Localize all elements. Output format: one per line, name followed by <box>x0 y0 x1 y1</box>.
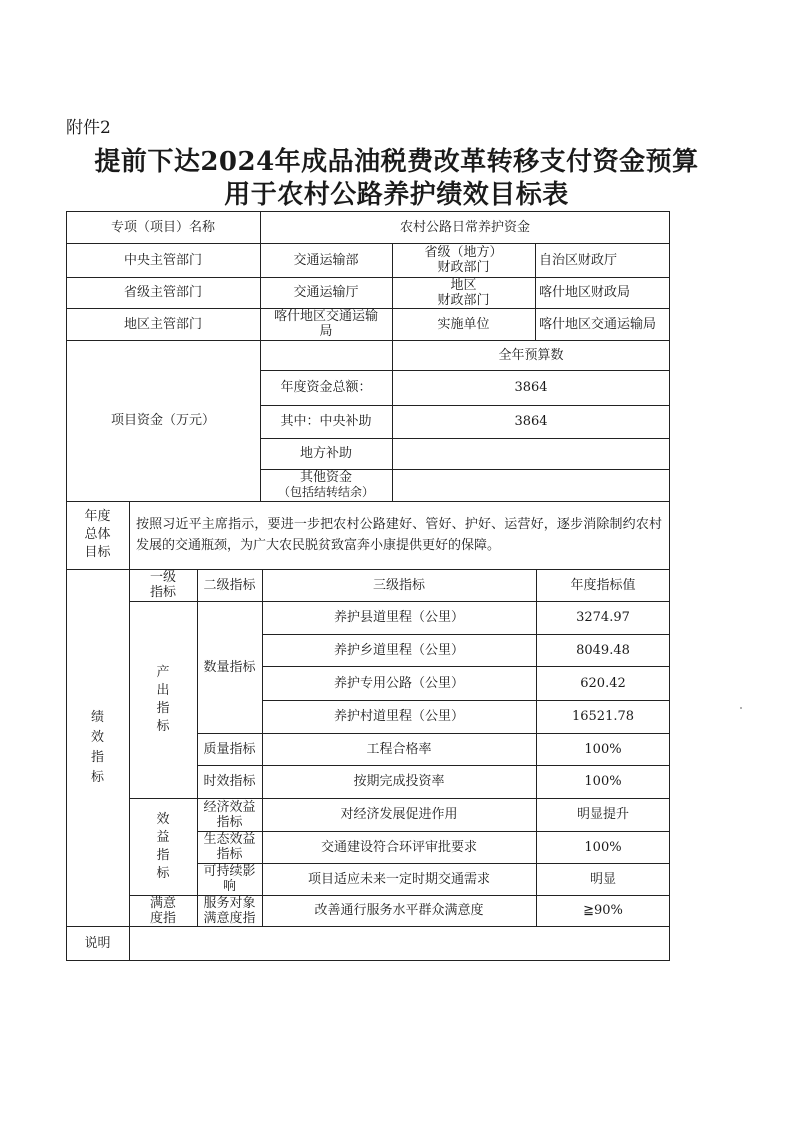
funds-other-value <box>392 469 670 501</box>
indicator-name-7: 对经济发展促进作用 <box>340 807 458 822</box>
scan-speck <box>740 707 742 709</box>
benefit-indicator-label <box>129 798 197 895</box>
quantity-indicator-label: 数量指标 <box>203 659 256 675</box>
prov-dept-label: 省级主管部门 <box>123 285 202 300</box>
indicator-value-9: 明显 <box>589 871 616 887</box>
attachment-label: 附件2 <box>66 118 111 138</box>
sustainable-impact-label <box>197 863 262 895</box>
project-funds-label: 项目资金（万元） <box>110 413 215 428</box>
indicator-name-3: 养护专用公路（公里） <box>333 675 464 691</box>
economic-benefit-line2: 指标 <box>216 814 243 830</box>
indicator-name-8: 交通建设符合环评审批要求 <box>320 839 477 855</box>
region-finance-value: 喀什地区财政局 <box>539 285 631 300</box>
funds-total-label: 年度资金总额： <box>280 380 372 395</box>
prov-dept-value: 交通运输厅 <box>293 285 359 300</box>
prov-finance-value: 自治区财政厅 <box>539 252 618 268</box>
sustainable-impact-line1: 可持续影 <box>203 864 256 879</box>
indicator-value-6: 100% <box>584 774 622 789</box>
ecological-benefit-line1: 生态效益 <box>203 832 256 847</box>
central-dept-value: 交通运输部 <box>293 252 359 268</box>
benefit-char3: 指 <box>156 847 170 863</box>
satisfaction-level2-label <box>197 895 262 926</box>
performance-table <box>66 211 670 961</box>
level1-header <box>129 569 197 601</box>
satisfaction-level1-line1: 满意 <box>149 895 176 911</box>
output-char1: 产 <box>156 664 170 680</box>
prov-finance-label-line2: 财政部门 <box>437 260 490 275</box>
indicator-value-10: ≧90% <box>583 903 623 918</box>
annual-goal-label-line1: 年度 <box>84 509 111 524</box>
level2-header: 二级指标 <box>203 577 256 593</box>
indicator-value-7: 明显提升 <box>576 807 629 822</box>
funds-other-label-line1: 其他资金 <box>299 470 352 485</box>
ecological-benefit-label <box>197 831 262 863</box>
region-dept-value-line2: 局 <box>319 324 333 339</box>
indicator-name-10: 改善通行服务水平群众满意度 <box>314 903 484 918</box>
impl-unit-value: 喀什地区交通运输局 <box>539 316 657 332</box>
ecological-benefit-line2: 指标 <box>216 847 243 862</box>
indicator-name-4: 养护村道里程（公里） <box>333 709 464 724</box>
quality-indicator-label: 质量指标 <box>203 741 256 757</box>
indicator-value-3: 620.42 <box>580 675 626 691</box>
indicator-value-2: 8049.48 <box>576 642 630 658</box>
budget-header: 全年预算数 <box>498 347 564 363</box>
indicator-value-1: 3274.97 <box>576 610 630 625</box>
benefit-char4: 标 <box>156 865 170 881</box>
funds-other-label-line2: （包括结转结余） <box>277 485 374 499</box>
region-finance-label <box>392 277 535 308</box>
target-value-header: 年度指标值 <box>570 577 636 593</box>
output-indicator-label <box>129 601 197 798</box>
funds-local-label: 地方补助 <box>299 446 352 461</box>
project-name-label: 专项（项目）名称 <box>110 219 215 235</box>
indicator-name-6: 按期完成投资率 <box>353 774 445 789</box>
page-title: 提前下达2024年成品油税费改革转移支付资金预算 <box>94 147 699 177</box>
central-dept-label: 中央主管部门 <box>123 252 202 268</box>
performance-indicator-char4: 标 <box>90 769 104 785</box>
timeliness-indicator-label: 时效指标 <box>203 774 256 789</box>
region-finance-label-line1: 地区 <box>450 277 477 293</box>
region-dept-value <box>260 308 392 340</box>
satisfaction-level2-line2: 满意度指 <box>203 910 256 926</box>
funds-central-value: 3864 <box>514 414 548 429</box>
annual-goal-label-line2: 总体 <box>84 527 111 542</box>
output-char4: 标 <box>156 718 170 734</box>
performance-indicator-label <box>66 569 129 926</box>
output-char2: 出 <box>156 682 170 698</box>
economic-benefit-label <box>197 798 262 831</box>
funds-total-value: 3864 <box>514 380 548 395</box>
performance-indicator-char3: 指 <box>90 749 104 765</box>
indicator-value-5: 100% <box>584 741 622 757</box>
impl-unit-label: 实施单位 <box>437 316 490 332</box>
indicator-value-8: 100% <box>584 839 622 855</box>
level1-header-line2: 指标 <box>149 585 176 600</box>
satisfaction-level1-line2: 度指 <box>149 910 176 926</box>
indicator-name-9: 项目适应未来一定时期交通需求 <box>307 871 490 887</box>
indicator-value-4: 16521.78 <box>571 709 635 724</box>
indicator-name-1: 养护县道里程（公里） <box>333 610 464 625</box>
performance-indicator-char2: 效 <box>90 729 104 745</box>
funds-other-label <box>260 469 392 501</box>
annual-goal-label <box>66 501 129 569</box>
satisfaction-level1-label <box>129 895 197 926</box>
region-dept-label: 地区主管部门 <box>123 316 202 332</box>
level3-header: 三级指标 <box>372 577 425 593</box>
prov-finance-label <box>392 243 535 277</box>
performance-indicator-char1: 绩 <box>90 709 104 725</box>
output-char3: 指 <box>156 700 170 716</box>
indicator-name-5: 工程合格率 <box>366 741 432 757</box>
indicator-name-2: 养护乡道里程（公里） <box>333 642 464 658</box>
benefit-char2: 益 <box>156 829 170 845</box>
project-name-value: 农村公路日常养护资金 <box>399 219 530 235</box>
funds-central-label: 其中：中央补助 <box>280 414 372 429</box>
level1-header-line1: 一级 <box>149 570 176 585</box>
page-subtitle: 用于农村公路养护绩效目标表 <box>224 180 569 210</box>
note-label: 说明 <box>84 935 111 951</box>
funds-local-value <box>392 438 670 469</box>
region-dept-value-line1: 喀什地区交通运输 <box>273 309 378 324</box>
economic-benefit-line1: 经济效益 <box>203 799 256 815</box>
benefit-char1: 效 <box>156 811 170 827</box>
annual-goal-text: 按照习近平主席指示，要进一步把农村公路建好、管好、护好、运营好，逐步消除制约农村发展的交通瓶颈，为广大农民脱贫致富奔小康提供更好的保障。 <box>136 517 662 553</box>
satisfaction-level2-line1: 服务对象 <box>203 895 256 911</box>
region-finance-label-line2: 财政部门 <box>437 292 490 308</box>
annual-goal-label-line3: 目标 <box>84 545 111 560</box>
prov-finance-label-line1: 省级（地方） <box>424 245 503 260</box>
sustainable-impact-line2: 响 <box>222 879 236 894</box>
